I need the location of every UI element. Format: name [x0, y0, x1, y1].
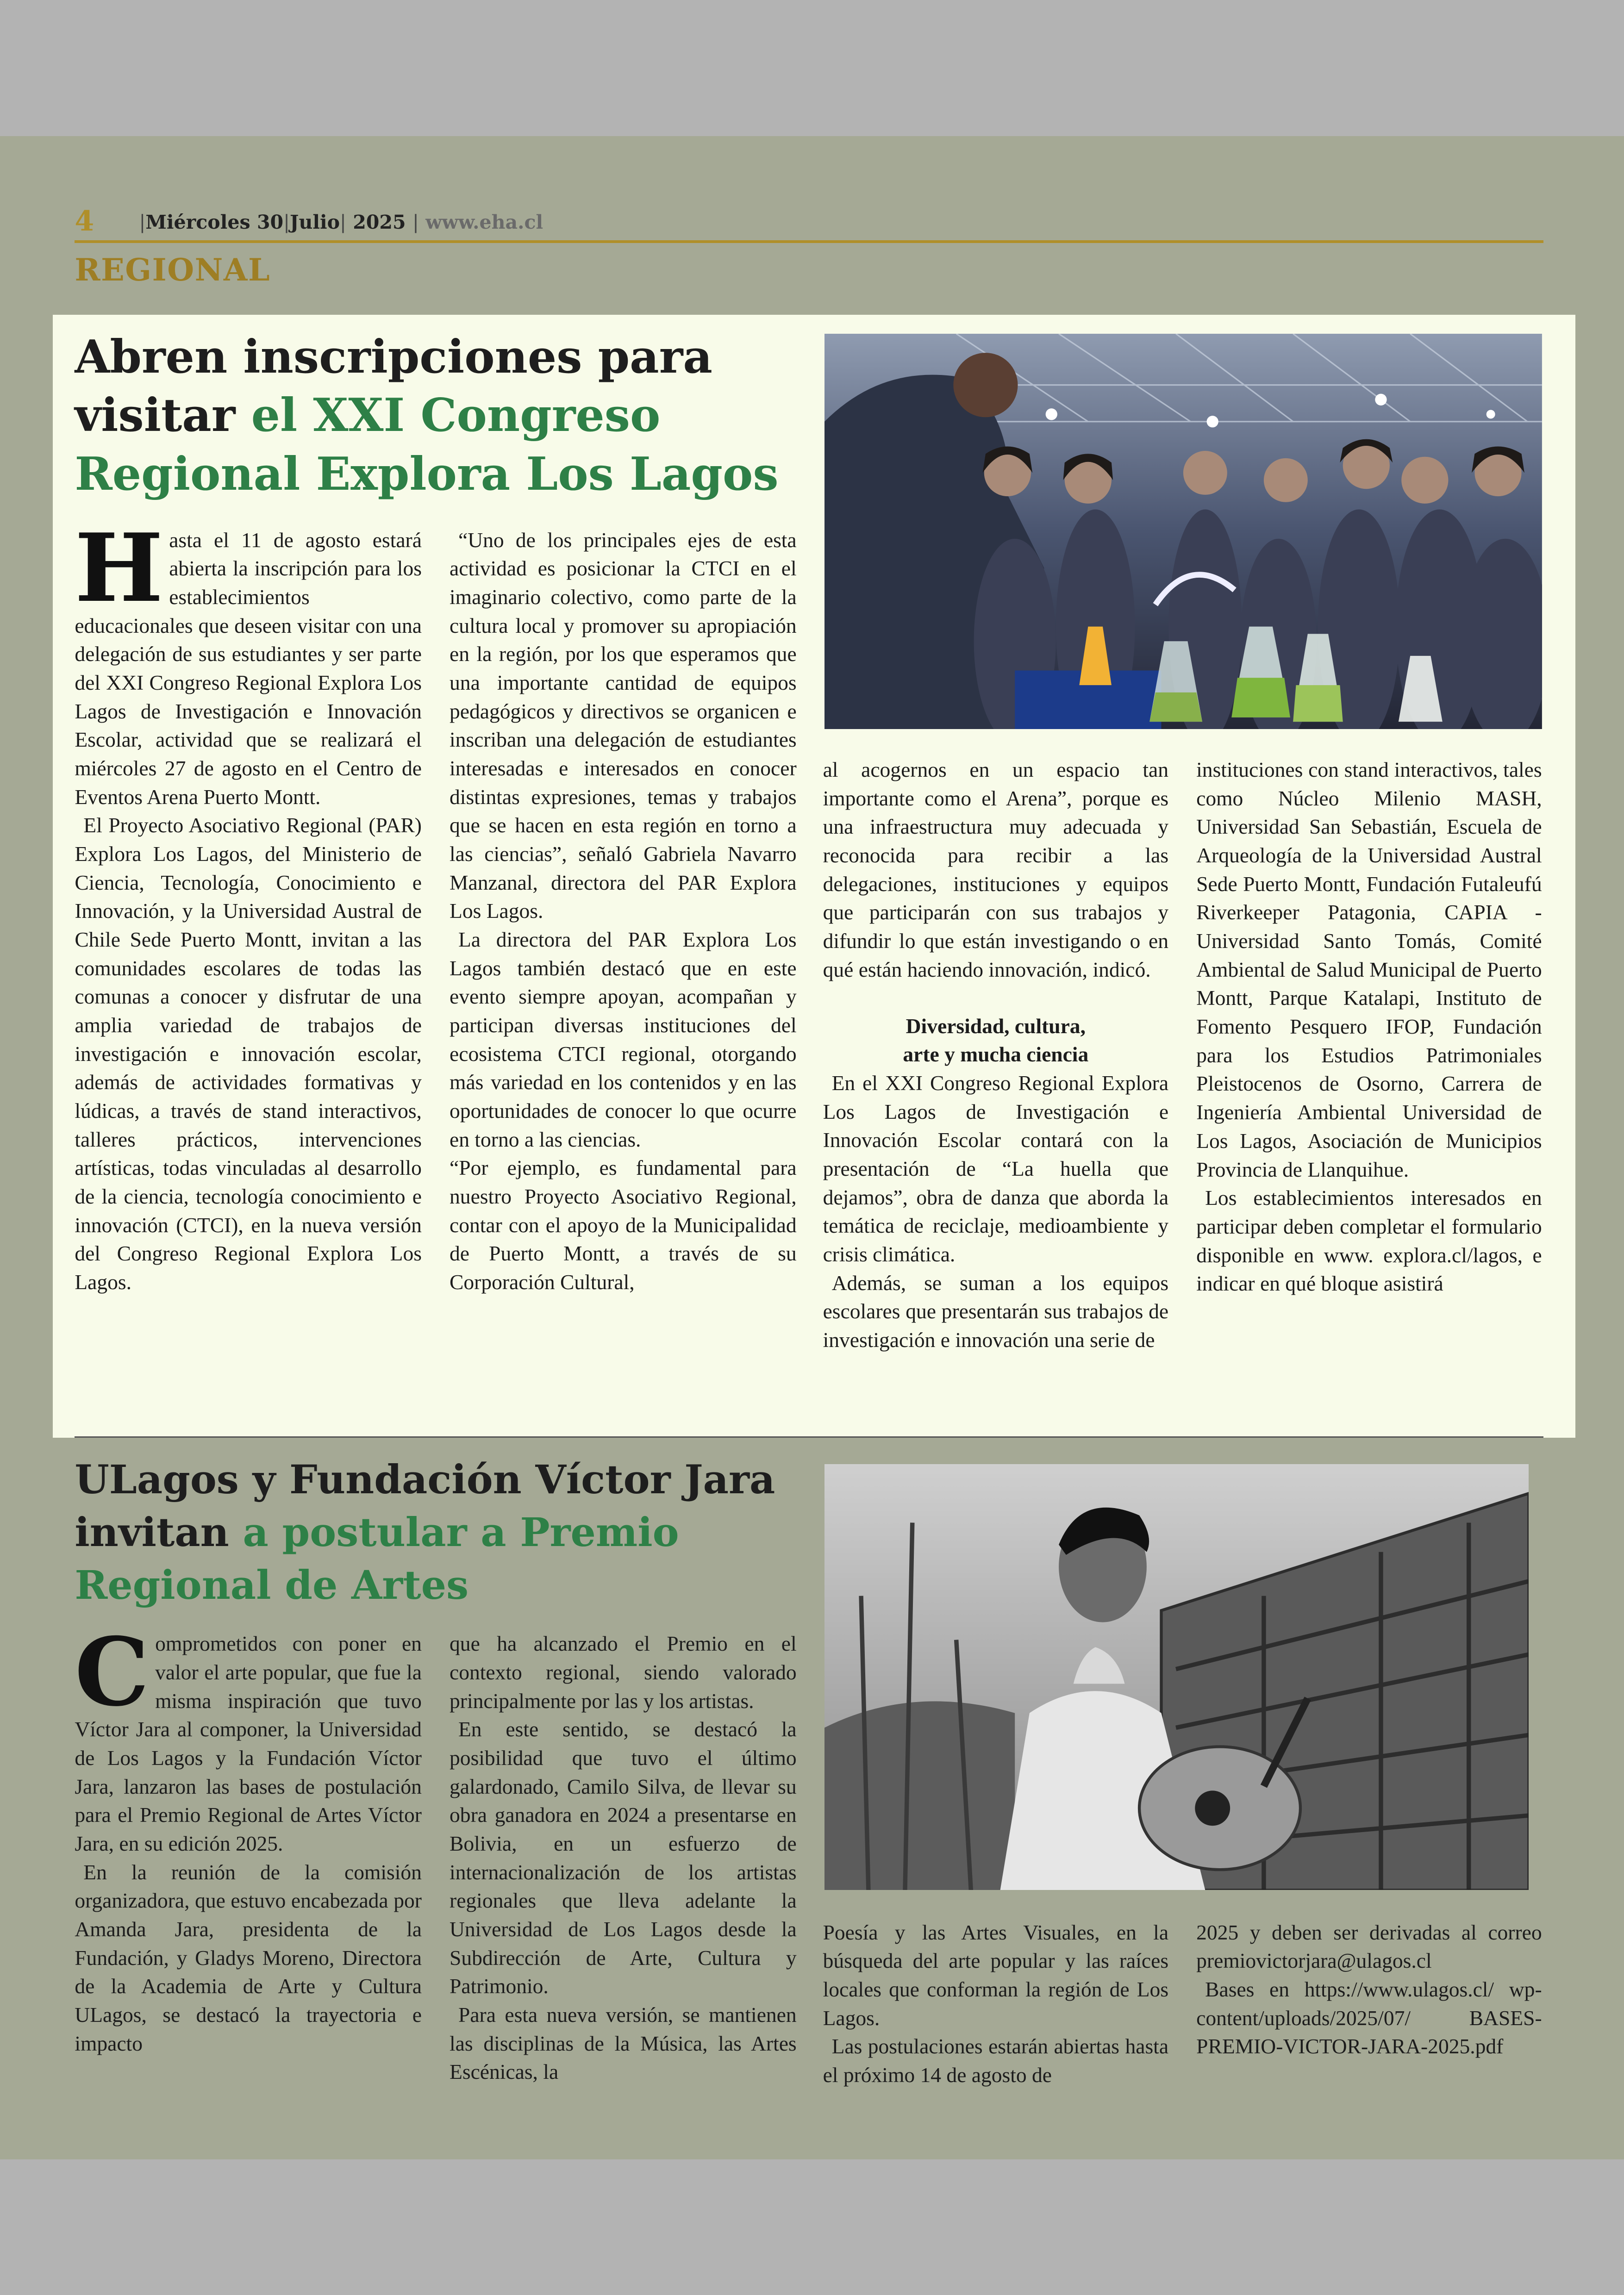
- article1-paragraph: “Por ejemplo, es fundamental para nuestro Proyecto Asociativo Regional, contar con el apoyo de la Municipalidad de Puerto Montt, a través de su Corporación Cultural,: [450, 1156, 797, 1294]
- article2-paragraph: Bases en https://www.ulagos.cl/ wp-content/uploads/2025/07/ BASES-PREMIO-VICTOR-JARA-2025.pdf: [1196, 1977, 1542, 2058]
- article1-title-green1: el XXI Congreso: [251, 389, 661, 443]
- article1-title-green2: Regional Explora Los Lagos: [75, 447, 779, 501]
- article2-column-1: [75, 1616, 422, 2058]
- issue-year: 2025: [353, 211, 406, 234]
- article1-paragraph: instituciones con stand interactivos, tales como Núcleo Milenio MASH, Universidad San Sebastián, Escuela de Arqueología de la Universidad Austral Sede Puerto Montt, Fundación Futaleufú Riverkeeper Patagonia, CAPIA - Universidad Santo Tomás, Comité Ambiental de Salud Municipal de Puerto Montt, Parque Katalapi, Instituto de Fomento Pesquero IFOP, Fundación para los Estudios Patrimoniales Pleistocenos de Osorno, Carrera de Ingeniería Ambiental Universidad de Los Lagos, Asociación de Municipios Provincia de Llanquihue.: [1196, 758, 1542, 1181]
- section-divider: [75, 1436, 1543, 1438]
- article2-column-2: [450, 1629, 797, 2086]
- article2-paragraph: En la reunión de la comisión organizadora, que estuvo encabezada por Amanda Jara, presidenta de la Fundación, y Gladys Moreno, Directora de la Academia de Arte y Cultura ULagos, se destacó la trayectoria e impacto: [75, 1860, 422, 2055]
- article1-column-3: [823, 755, 1168, 1354]
- article2-paragraph: Poesía y las Artes Visuales, en la búsqueda del arte popular y las raíces locales que conforman la región de Los Lagos.: [823, 1920, 1169, 2030]
- article1-headline: [75, 328, 778, 504]
- article1-photo: [824, 334, 1542, 729]
- article1-paragraph: “Uno de los principales ejes de esta actividad es posicionar la CTCI en el imaginario colectivo, como parte de la cultura local y promover su apropiación en la región, por los que esperamos que una importante cantidad de equipos pedagógicos y directivos se organicen e inscriban una delegación de estudiantes interesadas e interesados en conocer distintas expresiones, temas y trabajos que se hacen en esta región en torno a las ciencias”, señaló Gabriela Navarro Manzanal, directora del PAR Explora Los Lagos.: [450, 528, 797, 923]
- issue-weekday-day: Miércoles 30: [145, 211, 284, 234]
- article2-title-green2: Regional de Artes: [75, 1562, 469, 1609]
- article1-subhead: [823, 1012, 1168, 1069]
- article1-subhead-line1: Diversidad, cultura,: [906, 1014, 1086, 1038]
- article2-column-3: [823, 1918, 1168, 2089]
- article1-paragraph: Además, se suman a los equipos escolares que presentarán sus trabajos de investigación e innovación una serie de: [823, 1271, 1169, 1352]
- article1-drop-cap: H: [75, 512, 163, 623]
- article1-paragraph: El Proyecto Asociativo Regional (PAR) Explora Los Lagos, del Ministerio de Ciencia, Tecnología, Conocimiento e Innovación, y la Universidad Austral de Chile Sede Puerto Montt, invitan a las comunidades escolares de todas las comunas a conocer y disfrutar de una amplia variedad de trabajos de investigación e innovación escolar, además de actividades formativas y lúdicas, a través de stand interactivos, talleres prácticos, intervenciones artísticas, todas vinculadas al desarrollo de la ciencia, tecnología conocimiento e innovación (CTCI), en la nueva versión del Congreso Regional Explora Los Lagos.: [75, 813, 422, 1294]
- article2-paragraph: omprometidos con poner en valor el arte popular, que fue la misma inspiración que tuvo Víctor Jara al componer, la Universidad de Los Lagos y la Fundación Víctor Jara, lanzaron las bases de postulación para el Premio Regional de Artes Víctor Jara, en su edición 2025.: [75, 1632, 422, 1856]
- issue-date: |Miércoles 30|Julio| 2025 | www.eha.cl: [139, 211, 543, 234]
- article2-title-green1: a postular a Premio: [243, 1509, 679, 1556]
- page-number: 4: [75, 205, 94, 237]
- article1-paragraph: al acogernos en un espacio tan importante como el Arena”, porque es una infraestructura muy adecuada y reconocida para recibir a las delegaciones, instituciones y equipos que participarán con sus trabajos y difundir lo que están investigando o en qué están haciendo innovación, indicó.: [823, 758, 1169, 981]
- article2-paragraph: 2025 y deben ser derivadas al correo premiovictorjara@ulagos.cl: [1196, 1920, 1542, 1973]
- article2-title-line1: ULagos y Fundación Víctor Jara: [75, 1456, 775, 1503]
- article2-paragraph: En este sentido, se destacó la posibilidad que tuvo el último galardonado, Camilo Silva, de llevar su obra ganadora en 2024 a presentarse en Bolivia, en un esfuerzo de internacionalización de los artistas regionales que lleva adelante la Universidad de Los Lagos desde la Subdirección de Arte, Cultura y Patrimonio.: [450, 1717, 797, 1998]
- article2-photo: [824, 1464, 1529, 1890]
- article2-headline: [75, 1454, 775, 1612]
- article1-title-line1: Abren inscripciones para: [75, 330, 712, 384]
- article2-drop-cap: C: [75, 1616, 150, 1727]
- article1-column-2: [450, 526, 797, 1297]
- article1-subhead-line2: arte y mucha ciencia: [903, 1042, 1089, 1066]
- article2-paragraph: que ha alcanzado el Premio en el contexto regional, siendo valorado principalmente por las y los artistas.: [450, 1632, 797, 1713]
- article2-paragraph: Las postulaciones estarán abiertas hasta el próximo 14 de agosto de: [823, 2034, 1169, 2087]
- issue-month: Julio: [290, 211, 340, 234]
- article2-paragraph: Para esta nueva versión, se mantienen las disciplinas de la Música, las Artes Escénicas, la: [450, 2003, 797, 2084]
- page-header: [75, 205, 1543, 243]
- article2-title-dark2: invitan: [75, 1509, 229, 1556]
- article1-column-4: [1196, 755, 1542, 1298]
- article1-paragraph: En el XXI Congreso Regional Explora Los Lagos de Investigación e Innovación Escolar contará con la presentación de “La huella que dejamos”, obra de danza que aborda la temática de reciclaje, medioambiente y crisis climática.: [823, 1071, 1169, 1266]
- article1-title-dark2: visitar: [75, 389, 236, 443]
- section-label: REGIONAL: [75, 252, 271, 288]
- article1-paragraph: asta el 11 de agosto estará abierta la inscripción para los establecimientos educacionales que deseen visitar con una delegación de sus estudiantes y ser parte del XXI Congreso Regional Explora Los Lagos de Investigación e Innovación Escolar, actividad que se realizará el miércoles 27 de agosto en el Centro de Eventos Arena Puerto Montt.: [75, 528, 422, 809]
- article1-column-1: [75, 512, 422, 1297]
- article1-paragraph: Los establecimientos interesados en participar deben completar el formulario disponible en www. explora.cl/lagos, e indicar en qué bloque asistirá: [1196, 1186, 1542, 1296]
- article2-column-4: [1196, 1918, 1542, 2061]
- website-link[interactable]: www.eha.cl: [425, 211, 543, 234]
- article1-paragraph: La directora del PAR Explora Los Lagos también destacó que en este evento siempre apoyan, acompañan y participan diversas instituciones del ecosistema CTCI regional, otorgando más variedad en los contenidos y en las oportunidades de conocer lo que ocurre en torno a las ciencias.: [450, 927, 797, 1151]
